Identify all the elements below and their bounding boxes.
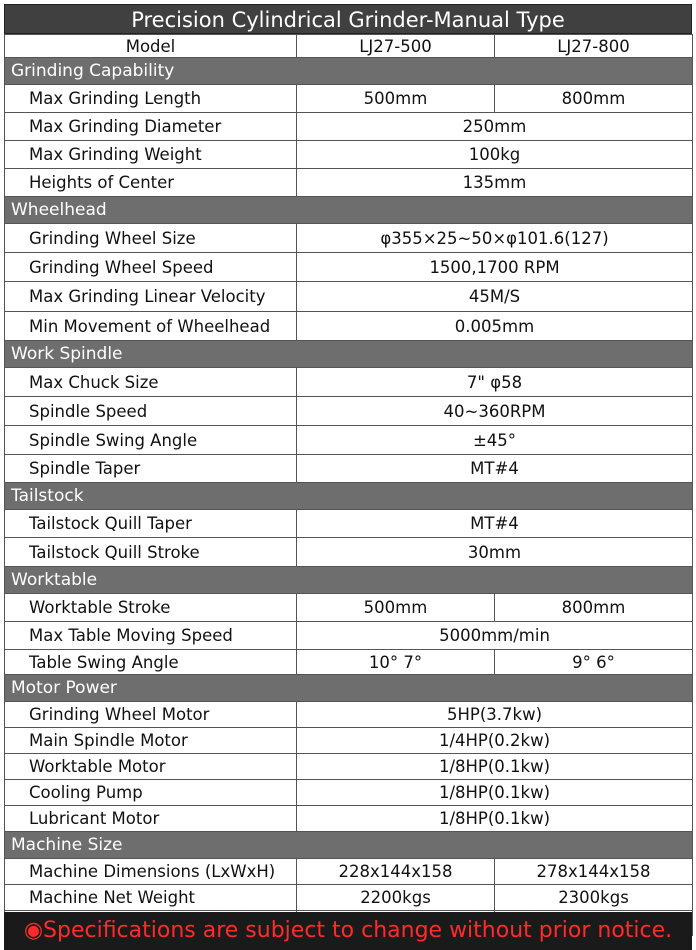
spec-value-lj27-500: 10° 7° bbox=[297, 650, 495, 675]
spec-value-lj27-800: 800mm bbox=[495, 85, 693, 113]
spec-row bbox=[5, 253, 693, 282]
section-header bbox=[5, 832, 693, 859]
spec-value: 135mm bbox=[297, 169, 693, 197]
spec-value: 40~360RPM bbox=[297, 397, 693, 426]
spec-row bbox=[5, 368, 693, 397]
spec-value: 1/8HP(0.1kw) bbox=[297, 754, 693, 780]
model-lj27-800: LJ27-800 bbox=[495, 35, 693, 58]
section-header bbox=[5, 197, 693, 224]
spec-row bbox=[5, 859, 693, 885]
spec-value: 45M/S bbox=[297, 282, 693, 312]
section-title: Worktable bbox=[5, 567, 693, 594]
spec-value-lj27-800: 2300kgs bbox=[495, 885, 693, 911]
spec-row bbox=[5, 622, 693, 650]
spec-value: MT#4 bbox=[297, 510, 693, 538]
section-title: Machine Size bbox=[5, 832, 693, 859]
spec-value-lj27-800: 800mm bbox=[495, 594, 693, 622]
spec-value: 100kg bbox=[297, 141, 693, 169]
spec-value: 0.005mm bbox=[297, 312, 693, 341]
spec-label: Spindle Speed bbox=[5, 397, 297, 426]
section-title: Grinding Capability bbox=[5, 58, 693, 85]
spec-label: Min Movement of Wheelhead bbox=[5, 312, 297, 341]
spec-label: Grinding Wheel Size bbox=[5, 224, 297, 253]
spec-row bbox=[5, 728, 693, 754]
section-header bbox=[5, 567, 693, 594]
model-lj27-500: LJ27-500 bbox=[297, 35, 495, 58]
spec-label: Grinding Wheel Motor bbox=[5, 702, 297, 728]
spec-label: Worktable Motor bbox=[5, 754, 297, 780]
spec-label: Max Table Moving Speed bbox=[5, 622, 297, 650]
section-title: Tailstock bbox=[5, 483, 693, 510]
spec-row bbox=[5, 510, 693, 538]
spec-label: Cooling Pump bbox=[5, 780, 297, 806]
spec-row bbox=[5, 85, 693, 113]
spec-value: 1500,1700 RPM bbox=[297, 253, 693, 282]
spec-table bbox=[4, 34, 693, 936]
spec-value: 1/4HP(0.2kw) bbox=[297, 728, 693, 754]
disclaimer-banner: ◉Specifications are subject to change without prior notice. bbox=[4, 912, 692, 950]
section-header bbox=[5, 58, 693, 85]
spec-value: 5000mm/min bbox=[297, 622, 693, 650]
spec-value-lj27-800: 9° 6° bbox=[495, 650, 693, 675]
spec-label: Spindle Swing Angle bbox=[5, 426, 297, 455]
spec-label: Tailstock Quill Taper bbox=[5, 510, 297, 538]
spec-label: Grinding Wheel Speed bbox=[5, 253, 297, 282]
spec-value: 1/8HP(0.1kw) bbox=[297, 780, 693, 806]
spec-value: 1/8HP(0.1kw) bbox=[297, 806, 693, 832]
spec-row bbox=[5, 538, 693, 567]
spec-row bbox=[5, 224, 693, 253]
spec-row bbox=[5, 312, 693, 341]
spec-label: Machine Dimensions (LxWxH) bbox=[5, 859, 297, 885]
spec-value-lj27-500: 500mm bbox=[297, 85, 495, 113]
spec-label: Max Grinding Linear Velocity bbox=[5, 282, 297, 312]
section-title: Work Spindle bbox=[5, 341, 693, 368]
spec-row bbox=[5, 455, 693, 483]
sheet-title: Precision Cylindrical Grinder-Manual Type bbox=[4, 4, 692, 34]
spec-row bbox=[5, 594, 693, 622]
spec-label: Lubricant Motor bbox=[5, 806, 297, 832]
spec-row bbox=[5, 282, 693, 312]
spec-row bbox=[5, 426, 693, 455]
spec-value-lj27-500: 2200kgs bbox=[297, 885, 495, 911]
spec-label: Table Swing Angle bbox=[5, 650, 297, 675]
spec-row bbox=[5, 780, 693, 806]
spec-value: 30mm bbox=[297, 538, 693, 567]
spec-row bbox=[5, 141, 693, 169]
spec-row bbox=[5, 169, 693, 197]
spec-label: Max Chuck Size bbox=[5, 368, 297, 397]
spec-value-lj27-500: 500mm bbox=[297, 594, 495, 622]
spec-value: φ355×25~50×φ101.6(127) bbox=[297, 224, 693, 253]
spec-label: Main Spindle Motor bbox=[5, 728, 297, 754]
spec-row bbox=[5, 806, 693, 832]
section-title: Wheelhead bbox=[5, 197, 693, 224]
spec-row bbox=[5, 885, 693, 911]
spec-row bbox=[5, 397, 693, 426]
spec-label: Spindle Taper bbox=[5, 455, 297, 483]
spec-label: Heights of Center bbox=[5, 169, 297, 197]
spec-value-lj27-500: 228x144x158 bbox=[297, 859, 495, 885]
spec-label: Max Grinding Length bbox=[5, 85, 297, 113]
spec-label: Machine Net Weight bbox=[5, 885, 297, 911]
spec-value: MT#4 bbox=[297, 455, 693, 483]
spec-value-lj27-800: 278x144x158 bbox=[495, 859, 693, 885]
model-row bbox=[5, 35, 693, 58]
spec-sheet bbox=[4, 4, 692, 936]
section-header bbox=[5, 483, 693, 510]
spec-label: Tailstock Quill Stroke bbox=[5, 538, 297, 567]
spec-row bbox=[5, 650, 693, 675]
spec-value: 7" φ58 bbox=[297, 368, 693, 397]
spec-row bbox=[5, 702, 693, 728]
spec-label: Worktable Stroke bbox=[5, 594, 297, 622]
spec-value: ±45° bbox=[297, 426, 693, 455]
spec-value: 5HP(3.7kw) bbox=[297, 702, 693, 728]
spec-row bbox=[5, 754, 693, 780]
spec-label: Max Grinding Weight bbox=[5, 141, 297, 169]
section-header bbox=[5, 341, 693, 368]
spec-row bbox=[5, 113, 693, 141]
section-title: Motor Power bbox=[5, 675, 693, 702]
section-header bbox=[5, 675, 693, 702]
spec-label: Max Grinding Diameter bbox=[5, 113, 297, 141]
model-label: Model bbox=[5, 35, 297, 58]
spec-value: 250mm bbox=[297, 113, 693, 141]
